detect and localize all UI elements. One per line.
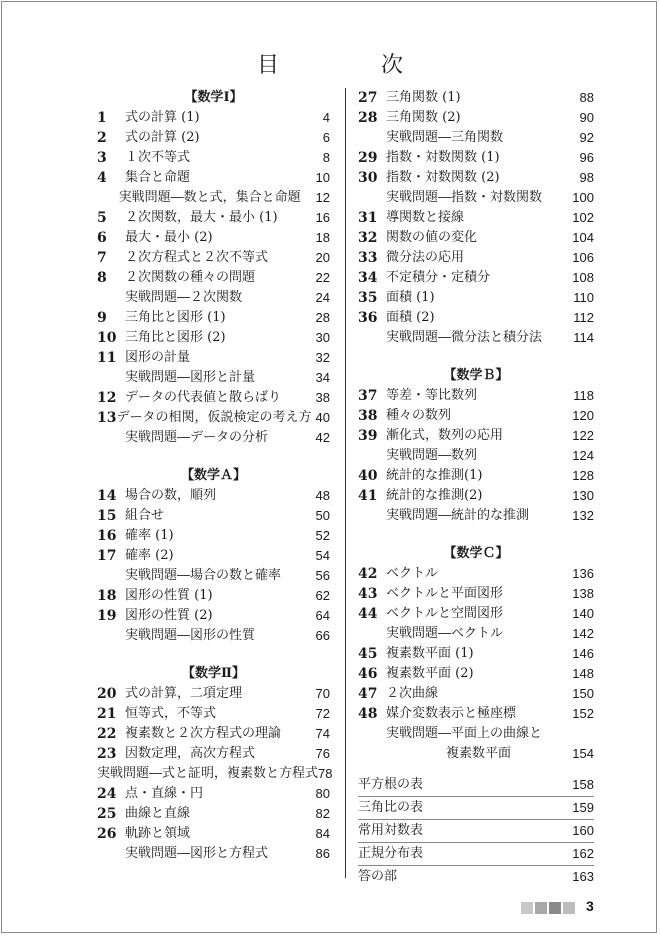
appendix-entry[interactable] [358, 774, 594, 796]
entry-number: 35 [358, 290, 378, 306]
entry-number: 8 [97, 270, 107, 286]
toc-entry[interactable] [97, 744, 330, 764]
entry-title: 曲線と直線 [125, 806, 191, 821]
entry-number: 48 [358, 706, 378, 722]
entry-number [358, 328, 386, 348]
entry-title: 実戦問題―図形の性質 [125, 628, 256, 643]
appendix-title: 三角比の表 [358, 800, 424, 815]
entry-title: 式の計算 (1) [125, 110, 200, 125]
entry-page: 146 [572, 646, 594, 661]
appendix-page: 158 [572, 777, 594, 792]
entry-number: 38 [358, 408, 378, 424]
footer-square [535, 902, 547, 914]
appendix-page: 162 [572, 846, 594, 861]
entry-page: 6 [322, 130, 330, 145]
section-gap [97, 448, 330, 466]
entry-title: データの相関，仮説検定の考え方 [116, 410, 312, 425]
toc-entry[interactable] [358, 308, 594, 328]
entry-page: 78 [318, 766, 333, 781]
toc-entry[interactable] [358, 288, 594, 308]
entry-number: 24 [97, 786, 117, 802]
entry-number [97, 428, 125, 448]
entry-number: 9 [97, 310, 107, 326]
entry-title: 実戦問題―平面上の曲線と [386, 726, 543, 741]
entry-number: 7 [97, 250, 107, 266]
entry-number: 12 [97, 390, 117, 406]
entry-page: 136 [572, 566, 594, 581]
entry-page: 142 [572, 626, 594, 641]
entry-page: 22 [315, 270, 330, 285]
appendix-gap [358, 764, 594, 774]
toc-subentry[interactable] [97, 368, 330, 388]
entry-number: 39 [358, 428, 378, 444]
toc-entry[interactable] [358, 466, 594, 486]
entry-title: 組合せ [125, 508, 165, 523]
entry-page: 112 [573, 310, 594, 325]
entry-title: 複素数平面 (2) [386, 666, 474, 681]
toc-section [358, 366, 594, 526]
page-number: 3 [586, 898, 594, 914]
entry-number [97, 626, 125, 646]
entry-page: 92 [579, 130, 594, 145]
section-heading: 【数学Ⅱ】 [182, 666, 245, 681]
entry-page: 154 [572, 746, 594, 761]
toc-entry[interactable] [358, 228, 594, 248]
entry-page: 42 [315, 430, 330, 445]
entry-page: 76 [315, 746, 330, 761]
entry-page: 72 [315, 706, 330, 721]
entry-number [97, 288, 125, 308]
entry-page: 64 [315, 608, 330, 623]
toc-subentry[interactable] [358, 744, 594, 764]
appendix-title: 答の部 [358, 869, 398, 884]
entry-page: 100 [572, 190, 594, 205]
toc-entry[interactable] [358, 406, 594, 426]
entry-number: 41 [358, 488, 378, 504]
entry-page: 30 [315, 330, 330, 345]
entry-title: 実戦問題―微分法と積分法 [386, 330, 543, 345]
toc-entry[interactable] [358, 386, 594, 406]
entry-title: 三角比と図形 (2) [125, 330, 226, 345]
entry-number: 28 [358, 110, 378, 126]
entry-page: 50 [315, 508, 330, 523]
entry-title: 指数・対数関数 (1) [386, 150, 500, 165]
entry-page: 56 [315, 568, 330, 583]
entry-page: 140 [572, 606, 594, 621]
entry-page: 120 [572, 408, 594, 423]
toc-subentry[interactable] [97, 188, 330, 208]
entry-title: ２次方程式と２次不等式 [125, 250, 269, 265]
entry-title: 図形の性質 (1) [125, 588, 213, 603]
entry-number: 14 [97, 488, 117, 504]
entry-page: 138 [572, 586, 594, 601]
entry-number: 15 [97, 508, 117, 524]
entry-number: 36 [358, 310, 378, 326]
entry-page: 148 [572, 666, 594, 681]
entry-number [358, 188, 386, 208]
toc-entry[interactable] [97, 408, 330, 428]
entry-title: 最大・最小 (2) [125, 230, 213, 245]
toc-subentry[interactable] [97, 288, 330, 308]
toc-entry[interactable] [358, 208, 594, 228]
appendix-title: 正規分布表 [358, 846, 424, 861]
entry-title: 実戦問題―三角関数 [386, 130, 504, 145]
entry-page: 12 [315, 190, 330, 205]
toc-entry[interactable] [97, 348, 330, 368]
entry-page: 130 [572, 488, 594, 503]
toc-entry[interactable] [97, 784, 330, 804]
entry-title: 複素数と２次方程式の理論 [125, 726, 282, 741]
entry-page: 48 [315, 488, 330, 503]
entry-number [358, 128, 386, 148]
page-title: 目 次 [256, 53, 443, 78]
entry-page: 80 [315, 786, 330, 801]
toc-section [97, 88, 330, 448]
entry-title: 実戦問題―２次関数 [125, 290, 243, 305]
entry-title: 実戦問題―場合の数と確率 [125, 568, 282, 583]
entry-title: 確率 (1) [125, 528, 174, 543]
entry-title: 不定積分・定積分 [386, 270, 491, 285]
entry-page: 96 [579, 150, 594, 165]
entry-page: 40 [315, 410, 330, 425]
entry-page: 118 [573, 388, 594, 403]
toc-entry[interactable] [358, 604, 594, 624]
toc-subentry[interactable] [97, 428, 330, 448]
toc-entry[interactable] [97, 388, 330, 408]
entry-title: 微分法の応用 [386, 250, 465, 265]
entry-page: 86 [315, 846, 330, 861]
entry-page: 128 [572, 468, 594, 483]
entry-number: 5 [97, 210, 107, 226]
toc-entry[interactable] [358, 664, 594, 684]
entry-page: 62 [315, 588, 330, 603]
appendix-entry[interactable] [358, 842, 594, 865]
column-divider [345, 88, 346, 878]
entry-title: 式の計算，二項定理 [125, 686, 243, 701]
entry-number: 19 [97, 608, 117, 624]
appendix-title: 平方根の表 [358, 777, 424, 792]
toc-entry[interactable] [358, 584, 594, 604]
entry-title: 実戦問題―図形と方程式 [125, 846, 269, 861]
section-gap [97, 646, 330, 664]
entry-number [97, 844, 125, 864]
section-heading: 【数学Ⅰ】 [184, 90, 243, 105]
entry-page: 110 [573, 290, 594, 305]
toc-entry[interactable] [97, 268, 330, 288]
entry-title: 実戦問題―ベクトル [386, 626, 504, 641]
entry-title: 実戦問題―数と式，集合と命題 [118, 190, 301, 205]
entry-title: 関数の値の変化 [386, 230, 478, 245]
section-gap [358, 348, 594, 366]
toc-section [97, 466, 330, 646]
entry-number [358, 724, 386, 744]
entry-page: 70 [315, 686, 330, 701]
entry-number [358, 446, 386, 466]
toc-section [97, 664, 333, 864]
entry-page: 108 [572, 270, 594, 285]
entry-title: 軌跡と領域 [125, 826, 191, 841]
entry-page: 32 [315, 350, 330, 365]
entry-title: 媒介変数表示と極座標 [386, 706, 517, 721]
section-heading: 【数学Ａ】 [180, 468, 246, 483]
toc-entry[interactable] [358, 684, 594, 704]
toc-entry[interactable] [97, 546, 330, 566]
entry-title: 実戦問題―データの分析 [125, 430, 269, 445]
entry-title: 場合の数，順列 [125, 488, 217, 503]
toc-section [358, 88, 594, 348]
appendix-page: 159 [572, 800, 594, 815]
entry-title: 指数・対数関数 (2) [386, 170, 500, 185]
entry-title: 複素数平面 (1) [386, 646, 474, 661]
entry-page: 88 [579, 90, 594, 105]
entry-number: 17 [97, 548, 117, 564]
entry-title: 三角関数 (2) [386, 110, 461, 125]
entry-page: 28 [315, 310, 330, 325]
entry-page: 124 [572, 448, 594, 463]
entry-page: 102 [572, 210, 594, 225]
toc-entry[interactable] [97, 724, 330, 744]
toc-entry[interactable] [358, 148, 594, 168]
entry-number [97, 368, 125, 388]
entry-title: 導関数と接線 [386, 210, 465, 225]
entry-title: 式の計算 (2) [125, 130, 200, 145]
section-gap [358, 526, 594, 544]
entry-number [358, 744, 386, 764]
entry-page: 4 [322, 110, 330, 125]
toc-entry[interactable] [358, 704, 594, 724]
toc-entry[interactable] [97, 824, 330, 844]
entry-page: 150 [572, 686, 594, 701]
entry-page: 10 [315, 170, 330, 185]
entry-page: 82 [315, 806, 330, 821]
toc-entry[interactable] [358, 268, 594, 288]
toc-subentry[interactable] [97, 844, 330, 864]
toc-subentry[interactable] [358, 128, 594, 148]
entry-title: 三角比と図形 (1) [125, 310, 226, 325]
appendix-title: 常用対数表 [358, 823, 424, 838]
appendix-entry[interactable] [358, 865, 594, 888]
entry-page: 104 [572, 230, 594, 245]
toc-entry[interactable] [358, 486, 594, 506]
entry-page: 38 [315, 390, 330, 405]
entry-title: 図形の計量 [125, 350, 191, 365]
entry-number: 13 [97, 410, 117, 426]
left-column [97, 88, 333, 864]
entry-page: 18 [315, 230, 330, 245]
toc-entry[interactable] [97, 208, 330, 228]
entry-number: 22 [97, 726, 117, 742]
right-column [358, 88, 594, 888]
entry-title: 確率 (2) [125, 548, 174, 563]
entry-number: 4 [97, 170, 107, 186]
entry-number: 45 [358, 646, 378, 662]
entry-title: 集合と命題 [125, 170, 191, 185]
entry-number: 20 [97, 686, 117, 702]
entry-page: 132 [572, 508, 594, 523]
toc-entry[interactable] [97, 328, 330, 348]
entry-page: 16 [315, 210, 330, 225]
entry-page: 52 [315, 528, 330, 543]
entry-number: 30 [358, 170, 378, 186]
footer-square [521, 902, 533, 914]
entry-title: 複素数平面 [446, 746, 512, 761]
entry-page: 74 [315, 726, 330, 741]
entry-number: 21 [97, 706, 117, 722]
entry-number: 42 [358, 566, 378, 582]
entry-title: 等差・等比数列 [386, 388, 478, 403]
toc-entry[interactable] [358, 426, 594, 446]
entry-number: 34 [358, 270, 378, 286]
entry-number [358, 624, 386, 644]
entry-title: 実戦問題―指数・対数関数 [386, 190, 543, 205]
toc-subentry[interactable] [358, 506, 594, 526]
toc-entry[interactable] [358, 88, 594, 108]
entry-page: 66 [315, 628, 330, 643]
entry-title: データの代表値と散らばり [125, 390, 282, 405]
entry-title: ２次曲線 [386, 686, 439, 701]
entry-number: 2 [97, 130, 107, 146]
entry-title: 統計的な推測(1) [386, 468, 483, 483]
entry-number: 1 [97, 110, 107, 126]
entry-title: 因数定理，高次方程式 [125, 746, 256, 761]
entry-number [97, 188, 119, 208]
entry-number: 43 [358, 586, 378, 602]
entry-title: 実戦問題―統計的な推測 [386, 508, 530, 523]
entry-number [97, 566, 125, 586]
appendix-entry[interactable] [358, 819, 594, 842]
entry-page: 98 [579, 170, 594, 185]
entry-page: 20 [315, 250, 330, 265]
entry-number: 46 [358, 666, 378, 682]
entry-page: 152 [572, 706, 594, 721]
entry-title: ベクトル [386, 566, 439, 581]
entry-title: ベクトルと空間図形 [386, 606, 504, 621]
toc-subentry[interactable] [358, 724, 594, 744]
section-heading: 【数学Ｂ】 [443, 368, 509, 383]
entry-page: 106 [572, 250, 594, 265]
toc-entry[interactable] [97, 804, 330, 824]
section-heading: 【数学Ｃ】 [443, 546, 509, 561]
entry-number: 31 [358, 210, 378, 226]
toc-entry[interactable] [358, 108, 594, 128]
entry-title: 恒等式，不等式 [125, 706, 217, 721]
toc-entry[interactable] [97, 128, 330, 148]
entry-page [556, 724, 594, 744]
entry-number: 32 [358, 230, 378, 246]
toc-entry[interactable] [97, 228, 330, 248]
entry-page: 34 [315, 370, 330, 385]
entry-title: 実戦問題―数列 [386, 448, 478, 463]
entry-number: 16 [97, 528, 117, 544]
entry-title: 図形の性質 (2) [125, 608, 213, 623]
appendix-page: 163 [572, 869, 594, 884]
entry-number: 47 [358, 686, 378, 702]
footer-square [549, 902, 561, 914]
toc-entry[interactable] [97, 308, 330, 328]
entry-number [358, 506, 386, 526]
toc-entry[interactable] [97, 506, 330, 526]
entry-title: 統計的な推測(2) [386, 488, 483, 503]
entry-title: ２次関数，最大・最小 (1) [125, 210, 278, 225]
toc-entry[interactable] [97, 168, 330, 188]
toc-entry[interactable] [97, 704, 330, 724]
entry-page: 54 [315, 548, 330, 563]
entry-title: ベクトルと平面図形 [386, 586, 504, 601]
entry-number: 18 [97, 588, 117, 604]
entry-number: 25 [97, 806, 117, 822]
entry-title: 点・直線・円 [125, 786, 204, 801]
toc-entry[interactable] [97, 108, 330, 128]
entry-title: ２次関数の種々の問題 [125, 270, 256, 285]
entry-page: 122 [572, 428, 594, 443]
toc-entry[interactable] [358, 644, 594, 664]
toc-subentry[interactable] [358, 624, 594, 644]
entry-title: 実戦問題―式と証明，複素数と方程式 [97, 766, 319, 781]
toc-subentry[interactable] [97, 764, 333, 784]
toc-subentry[interactable] [358, 188, 594, 208]
toc-subentry[interactable] [358, 446, 594, 466]
appendix-page: 160 [572, 823, 594, 838]
entry-page: 114 [573, 330, 594, 345]
toc-entry[interactable] [97, 606, 330, 626]
toc-entry[interactable] [358, 564, 594, 584]
entry-page: 84 [315, 826, 330, 841]
entry-title: 実戦問題―図形と計量 [125, 370, 256, 385]
toc-entry[interactable] [97, 684, 330, 704]
entry-title: １次不等式 [125, 150, 191, 165]
toc-entry[interactable] [358, 248, 594, 268]
toc-entry[interactable] [97, 148, 330, 168]
entry-page: 90 [579, 110, 594, 125]
entry-number: 29 [358, 150, 378, 166]
appendix-list [358, 774, 594, 888]
footer-square [563, 902, 575, 914]
entry-title: 種々の数列 [386, 408, 452, 423]
toc-entry[interactable] [97, 526, 330, 546]
toc-entry[interactable] [97, 486, 330, 506]
entry-title: 面積 (1) [386, 290, 435, 305]
entry-number: 6 [97, 230, 107, 246]
entry-number: 37 [358, 388, 378, 404]
toc-subentry[interactable] [358, 328, 594, 348]
entry-title: 漸化式，数列の応用 [386, 428, 504, 443]
entry-number: 3 [97, 150, 107, 166]
toc-entry[interactable] [97, 586, 330, 606]
entry-number: 40 [358, 468, 378, 484]
toc-entry[interactable] [358, 168, 594, 188]
entry-number: 10 [97, 330, 117, 346]
toc-subentry[interactable] [97, 626, 330, 646]
appendix-entry[interactable] [358, 796, 594, 819]
toc-subentry[interactable] [97, 566, 330, 586]
entry-number: 33 [358, 250, 378, 266]
entry-page: 8 [322, 150, 330, 165]
entry-number: 44 [358, 606, 378, 622]
entry-title: 三角関数 (1) [386, 90, 461, 105]
entry-number: 11 [97, 350, 117, 366]
entry-number: 23 [97, 746, 117, 762]
entry-number: 26 [97, 826, 117, 842]
entry-number: 27 [358, 90, 378, 106]
entry-title: 面積 (2) [386, 310, 435, 325]
toc-entry[interactable] [97, 248, 330, 268]
entry-page: 24 [315, 290, 330, 305]
toc-section [358, 544, 594, 764]
